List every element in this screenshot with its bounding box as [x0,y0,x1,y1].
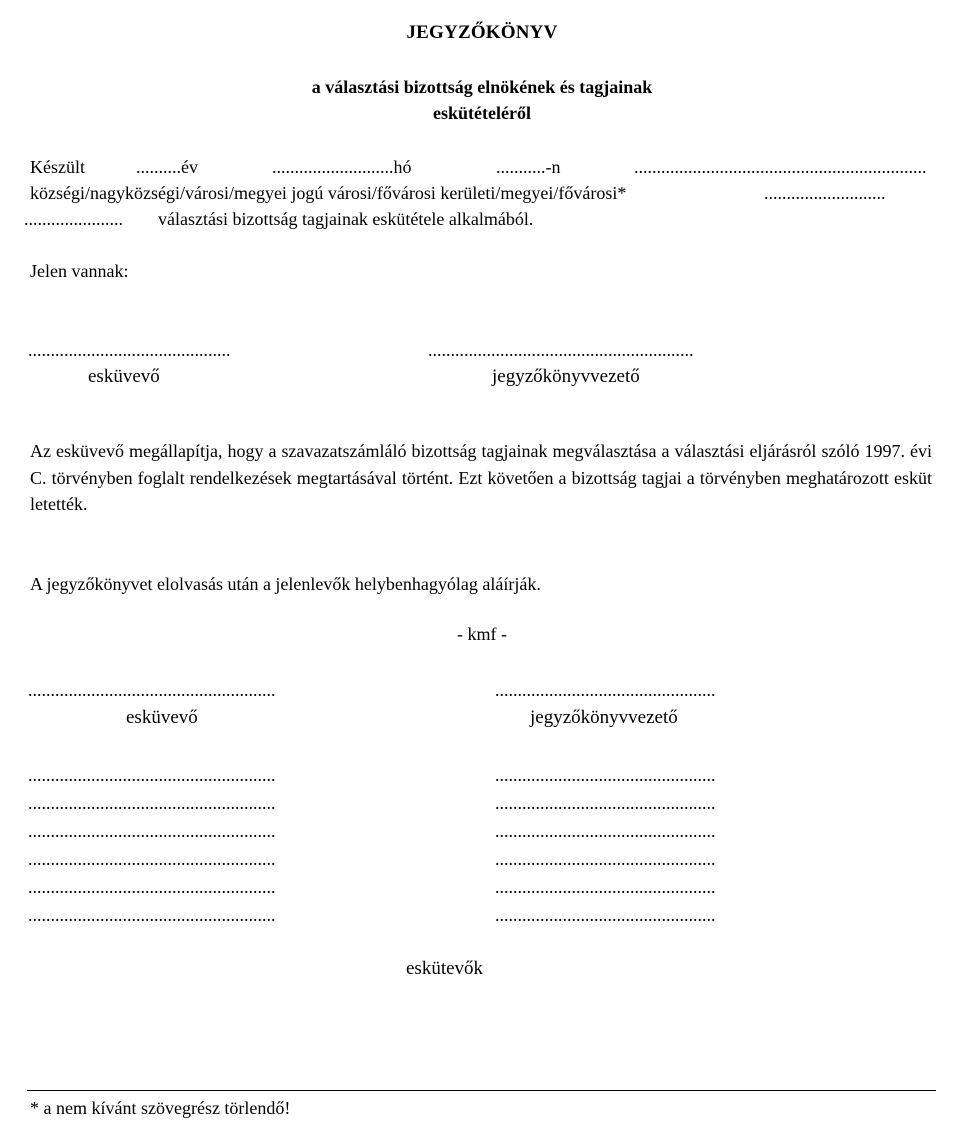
document-subtitle-line1: a választási bizottság elnökének és tagjainak [311,77,653,97]
day-blank: ...........-n [496,157,561,177]
oath-taker-line: ....................................................... [28,849,276,869]
oath-taker-line: ....................................................... [28,821,276,841]
month-blank: ...........................hó [272,157,412,177]
oath-taker-line: ....................................................... [28,765,276,785]
signature-dots-esküvevő: ............................................. [28,340,231,360]
year-blank: ..........év [136,157,198,177]
oath-taker-line: ................................................. [495,821,716,841]
body-paragraph: Az esküvevő megállapítja, hogy a szavazatszámláló bizottság tagjainak megválasztása a választási eljárásról szóló 1997. évi C. törvényben foglalt rendelkezések megtartásával történt. Ezt követően a bizottság tagjai a törvényben meghatározott esküt letették. [30,441,932,514]
signature-label-oath-official-2: esküvevő [126,707,198,728]
oath-taker-line: ....................................................... [28,905,276,925]
reading-sentence: A jegyzőkönyvet elolvasás után a jelenlevők helybenhagyólag aláírják. [30,574,541,594]
oath-taker-line: ................................................. [495,877,716,897]
kmf-marker: - kmf - [457,624,507,644]
oath-taker-line: ................................................. [495,793,716,813]
present-label: Jelen vannak: [30,261,129,281]
signature-dots-recorder-2: ................................................. [495,680,716,700]
signature-label-oath-taker-official: esküvevő [88,366,160,387]
oath-taker-line: ................................................. [495,765,716,785]
committee-name-blank: ...................... [24,209,123,229]
oath-taker-line: ................................................. [495,905,716,925]
oath-taker-line: ....................................................... [28,793,276,813]
signature-label-recorder: jegyzőkönyvvezető [492,366,640,387]
occasion-text: választási bizottság tagjainak eskütétele alkalmából. [158,209,534,229]
oath-taker-line: ................................................. [495,849,716,869]
oath-takers-label: eskütevők [406,958,484,979]
footnote-divider [27,1090,936,1091]
signature-dots-recorder: ........................................................... [428,340,694,360]
municipality-name-blank: ........................... [764,183,886,203]
location-blank: ................................................................. [634,157,927,177]
signature-label-recorder-2: jegyzőkönyvvezető [530,707,678,728]
document-title: JEGYZŐKÖNYV [406,22,558,43]
footnote: * a nem kívánt szövegrész törlendő! [30,1098,291,1118]
document-subtitle-line2: eskütételéről [433,103,531,123]
oath-taker-line: ....................................................... [28,877,276,897]
signature-dots-oath-official-2: ....................................................... [28,680,276,700]
municipality-type-line: községi/nagyközségi/városi/megyei jogú városi/fővárosi kerületi/megyei/fővárosi* [30,183,627,203]
keszult-label: Készült [30,157,85,177]
